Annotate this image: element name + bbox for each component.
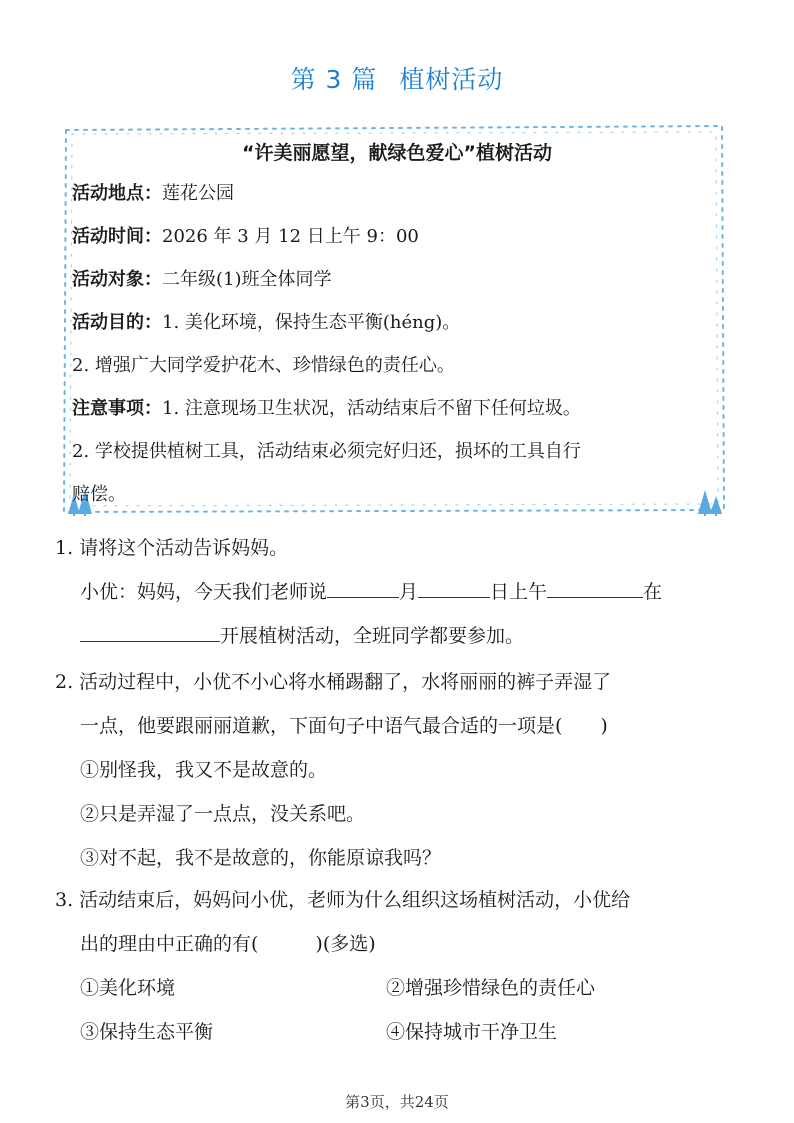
notice-row: 2. 增强广大同学爱护花木、珍惜绿色的责任心。 bbox=[72, 355, 455, 376]
option-item: ②只是弄湿了一点点，没关系吧。 bbox=[80, 803, 366, 825]
notice-row: 注意事项：1. 注意现场卫生状况，活动结束后不留下任何垃圾。 bbox=[72, 398, 581, 419]
day-blank[interactable] bbox=[418, 573, 490, 598]
page-number: 第3页，共24页 bbox=[345, 1093, 449, 1111]
question-stem: 3. 活动结束后，妈妈问小优，老师为什么组织这场植树活动，小优给 bbox=[55, 889, 631, 911]
option-item: ④保持城市干净卫生 bbox=[386, 1021, 558, 1043]
time-blank[interactable] bbox=[547, 573, 643, 598]
question-2 bbox=[55, 660, 755, 880]
option-item: ③对不起，我不是故意的，你能原谅我吗？ bbox=[80, 847, 442, 869]
notice-row: 活动时间：2026 年 3 月 12 日上午 9：00 bbox=[72, 226, 419, 247]
notice-row: 赔偿。 bbox=[72, 484, 126, 505]
question-stem: 出的理由中正确的有( )(多选) bbox=[80, 933, 376, 955]
chapter-number: 第 3 篇 bbox=[290, 65, 378, 94]
notice-title: “许美丽愿望，献绿色爱心”植树活动 bbox=[242, 142, 552, 164]
question-stem: 2. 活动过程中，小优不小心将水桶踢翻了，水将丽丽的裤子弄湿了 bbox=[55, 671, 612, 693]
question-stem: 一点，他要跟丽丽道歉，下面句子中语气最合适的一项是( ) bbox=[80, 715, 608, 737]
option-item: ①别怪我，我又不是故意的。 bbox=[80, 759, 328, 781]
page-title bbox=[0, 60, 794, 96]
notice-box bbox=[58, 124, 730, 516]
notice-row: 2. 学校提供植树工具，活动结束必须完好归还，损坏的工具自行 bbox=[72, 441, 581, 462]
month-blank[interactable] bbox=[327, 573, 399, 598]
notice-row: 活动地点：莲花公园 bbox=[72, 183, 234, 204]
place-blank[interactable] bbox=[80, 617, 220, 642]
notice-row: 活动对象：二年级(1)班全体同学 bbox=[72, 269, 332, 290]
option-row bbox=[55, 1010, 755, 1054]
notice-row: 活动目的：1. 美化环境，保持生态平衡(héng)。 bbox=[72, 312, 461, 333]
option-item: ①美化环境 bbox=[80, 977, 176, 999]
option-item: ②增强珍惜绿色的责任心 bbox=[386, 977, 596, 999]
question-1-line-1: 小优：妈妈，今天我们老师说 月 日上午 在 bbox=[55, 570, 755, 614]
question-3 bbox=[55, 878, 755, 1054]
chapter-name: 植树活动 bbox=[399, 65, 504, 94]
question-1-line-2: 开展植树活动，全班同学都要参加。 bbox=[55, 614, 755, 658]
question-stem: 1. 请将这个活动告诉妈妈。 bbox=[55, 537, 289, 559]
option-item: ③保持生态平衡 bbox=[80, 1021, 214, 1043]
question-1 bbox=[55, 526, 755, 658]
option-row bbox=[55, 966, 755, 1010]
